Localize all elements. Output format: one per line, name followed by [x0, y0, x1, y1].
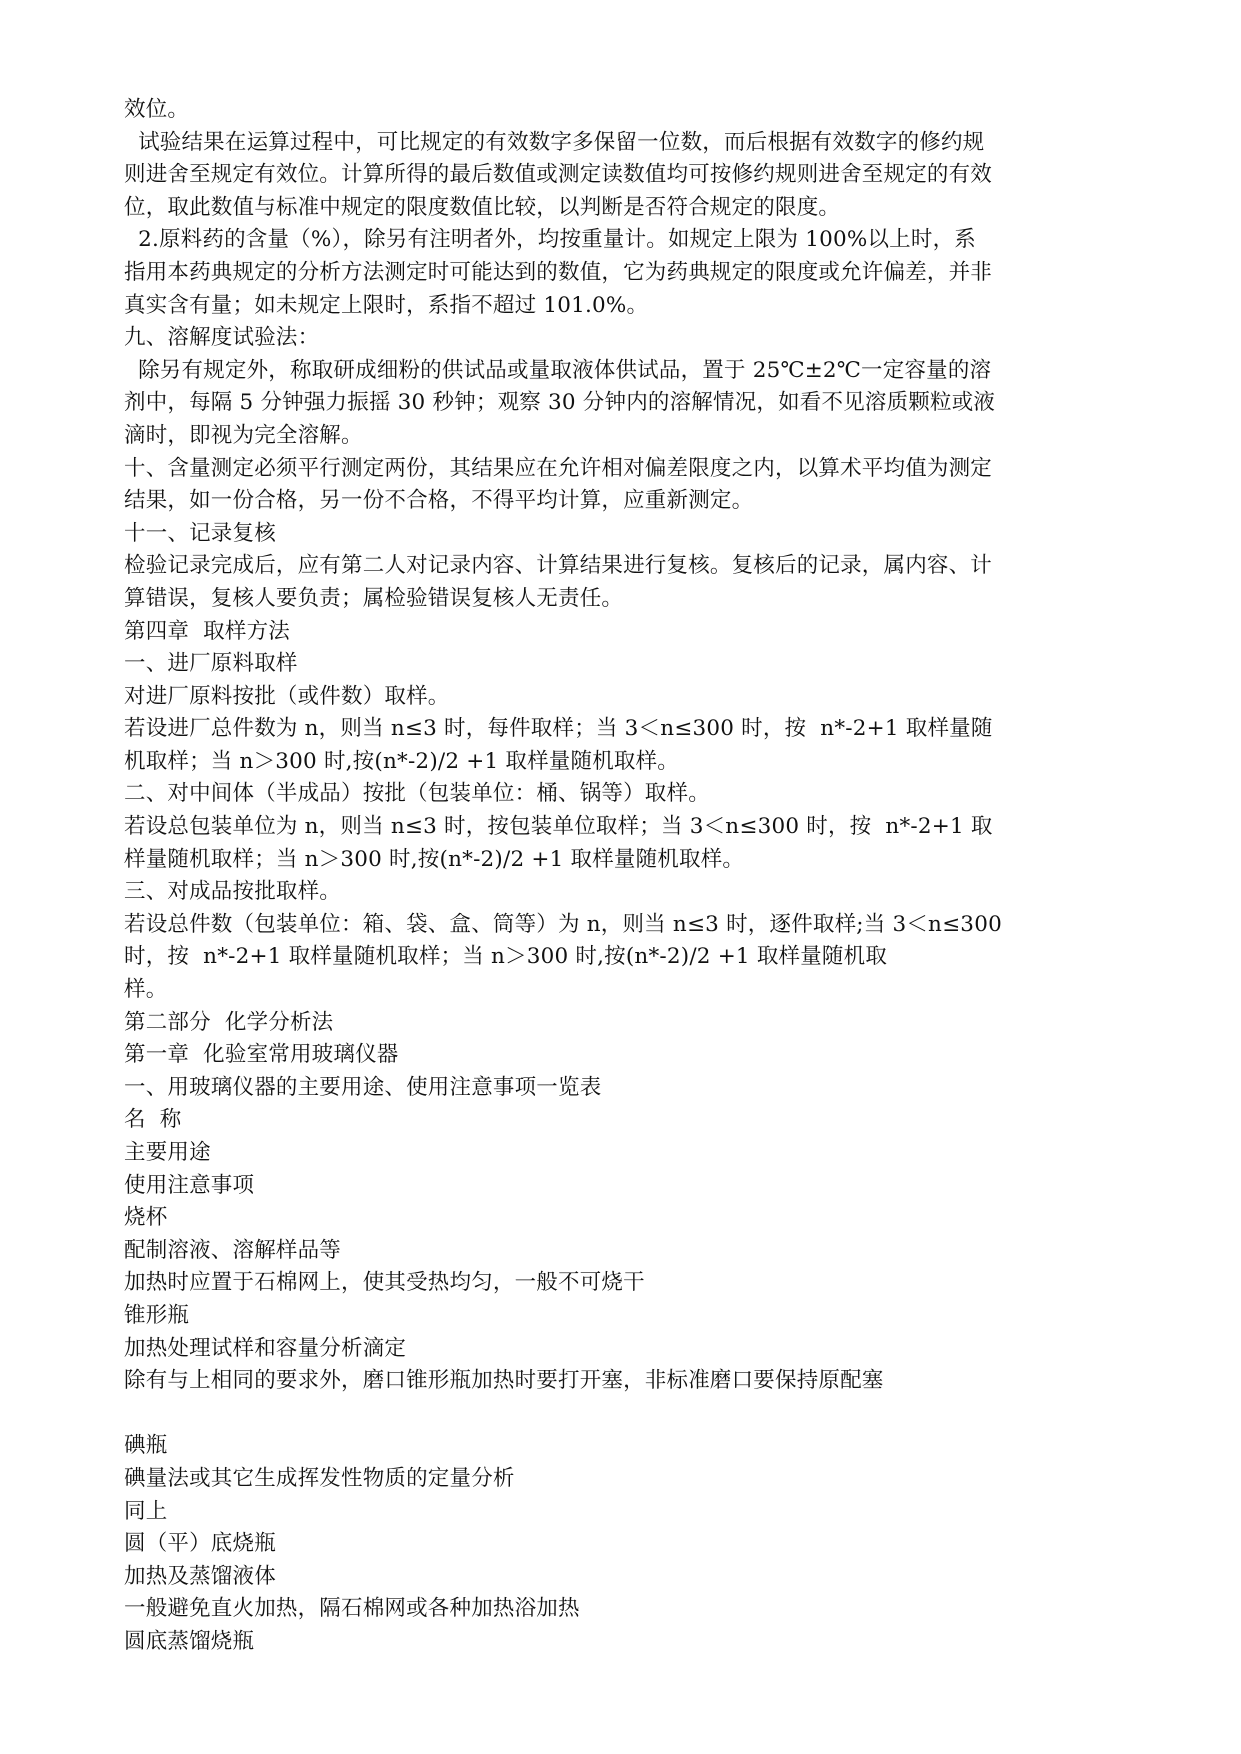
table-cell: 加热及蒸馏液体	[124, 1563, 276, 1589]
text-line: 样量随机取样；当 n＞300 时,按(n*-2)/2 +1 取样量随机取样。	[124, 846, 745, 872]
part-heading: 第二部分 化学分析法	[124, 1009, 334, 1035]
text-line: 则进舍至规定有效位。计算所得的最后数值或测定读数值均可按修约规则进舍至规定的有效	[124, 162, 993, 188]
table-header-cell: 名 称	[124, 1107, 182, 1133]
text-line: 对进厂原料按批（或件数）取样。	[124, 683, 450, 709]
section-heading: 一、用玻璃仪器的主要用途、使用注意事项一览表	[124, 1074, 602, 1100]
section-heading: 一、进厂原料取样	[124, 651, 298, 677]
blank-line	[124, 1398, 1124, 1431]
chapter-heading: 第四章 取样方法	[124, 618, 290, 644]
text-line: 机取样；当 n＞300 时,按(n*-2)/2 +1 取样量随机取样。	[124, 748, 679, 774]
text-line: 若设总件数（包装单位：箱、袋、盒、筒等）为 n，则当 n≤3 时，逐件取样;当 3＜n≤300	[124, 911, 1002, 937]
text-line: 若设进厂总件数为 n，则当 n≤3 时，每件取样；当 3＜n≤300 时，按 n*-2+1 取样量随	[124, 716, 993, 742]
table-cell: 配制溶液、溶解样品等	[124, 1237, 342, 1263]
text-line: 若设总包装单位为 n，则当 n≤3 时，按包装单位取样；当 3＜n≤300 时，按 n*-2+1 取	[124, 814, 993, 840]
section-heading: 九、溶解度试验法：	[124, 325, 320, 351]
table-cell: 圆（平）底烧瓶	[124, 1531, 276, 1557]
text-line: 检验记录完成后，应有第二人对记录内容、计算结果进行复核。复核后的记录，属内容、计	[124, 553, 993, 579]
table-cell: 加热处理试样和容量分析滴定	[124, 1335, 407, 1361]
text-line: 算错误，复核人要负责；属检验错误复核人无责任。	[124, 585, 624, 611]
table-cell: 一般避免直火加热，隔石棉网或各种加热浴加热	[124, 1596, 580, 1622]
text-line: 剂中，每隔 5 分钟强力振摇 30 秒钟；观察 30 分钟内的溶解情况，如看不见溶质颗粒或液	[124, 390, 996, 416]
text-line: 十、含量测定必须平行测定两份，其结果应在允许相对偏差限度之内，以算术平均值为测定	[124, 455, 993, 481]
table-cell: 圆底蒸馏烧瓶	[124, 1628, 255, 1654]
table-cell: 碘量法或其它生成挥发性物质的定量分析	[124, 1465, 515, 1491]
table-cell: 锥形瓶	[124, 1302, 190, 1328]
text-line: 真实含有量；如未规定上限时，系指不超过 101.0%。	[124, 292, 649, 318]
table-cell: 烧杯	[124, 1205, 168, 1231]
text-line: 结果，如一份合格，另一份不合格，不得平均计算，应重新测定。	[124, 488, 754, 514]
table-cell: 碘瓶	[124, 1433, 168, 1459]
table-cell: 加热时应置于石棉网上，使其受热均匀，一般不可烧干	[124, 1270, 645, 1296]
text-line: 试验结果在运算过程中，可比规定的有效数字多保留一位数，而后根据有效数字的修约规	[124, 129, 985, 155]
chapter-heading: 第一章 化验室常用玻璃仪器	[124, 1042, 399, 1068]
section-heading: 二、对中间体（半成品）按批（包装单位：桶、锅等）取样。	[124, 781, 710, 807]
text-line: 效位。	[124, 97, 190, 122]
text-line: 时，按 n*-2+1 取样量随机取样；当 n＞300 时,按(n*-2)/2 +1 取样量随机取	[124, 944, 888, 970]
text-line: 样。	[124, 977, 168, 1003]
text-line: 位，取此数值与标准中规定的限度数值比较，以判断是否符合规定的限度。	[124, 194, 841, 220]
section-heading: 十一、记录复核	[124, 520, 276, 546]
text-line: 指用本药典规定的分析方法测定时可能达到的数值，它为药典规定的限度或允许偏差，并非	[124, 259, 993, 285]
table-cell: 除有与上相同的要求外，磨口锥形瓶加热时要打开塞，非标准磨口要保持原配塞	[124, 1368, 884, 1394]
document-page	[124, 94, 1124, 1659]
text-line: 2.原料药的含量（%），除另有注明者外，均按重量计。如规定上限为 100%以上时，系	[124, 227, 976, 253]
table-header-cell: 主要用途	[124, 1140, 211, 1165]
table-cell: 同上	[124, 1498, 168, 1524]
text-line: 滴时，即视为完全溶解。	[124, 422, 363, 448]
text-line: 除另有规定外，称取研成细粉的供试品或量取液体供试品，置于 25℃±2℃一定容量的溶	[124, 357, 992, 383]
table-header-cell: 使用注意事项	[124, 1172, 255, 1198]
section-heading: 三、对成品按批取样。	[124, 879, 342, 905]
